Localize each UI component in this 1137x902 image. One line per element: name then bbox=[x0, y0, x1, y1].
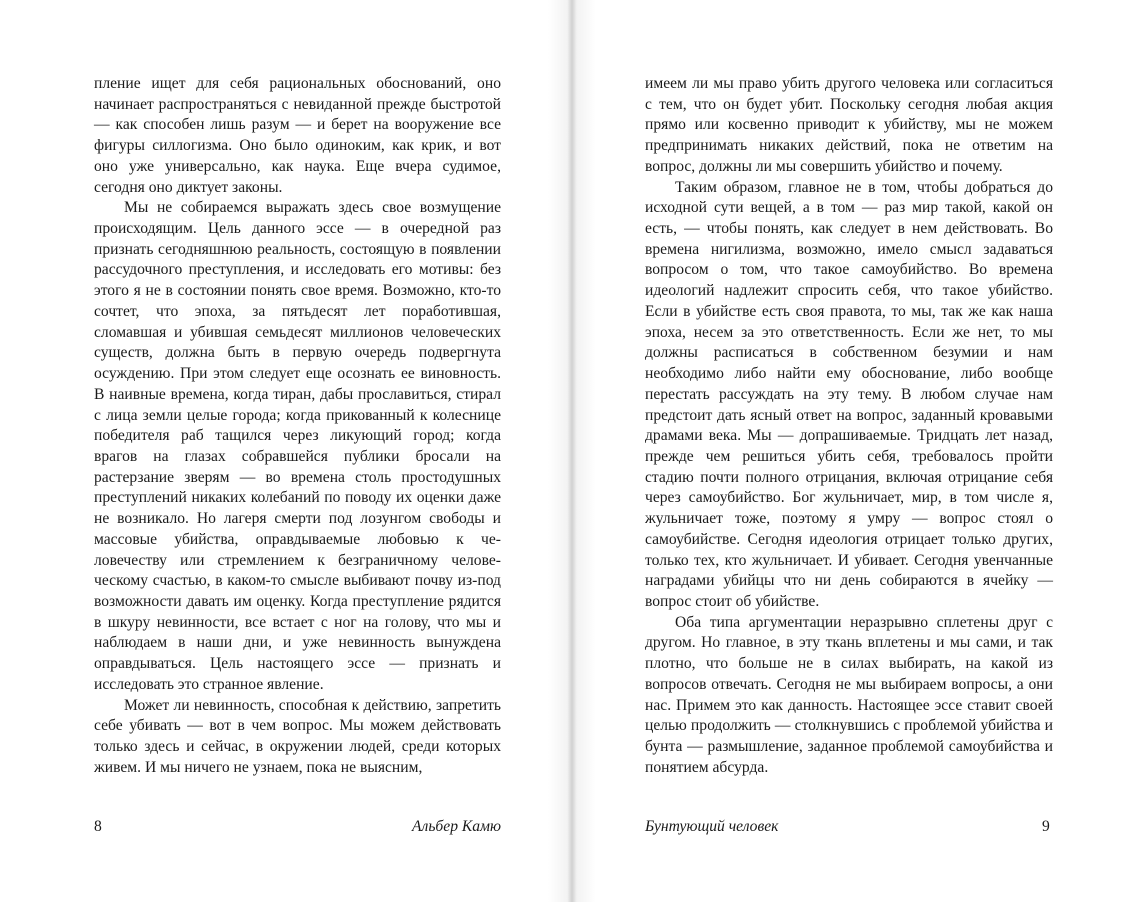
page-number-left: 8 bbox=[94, 818, 102, 835]
paragraph: Таким образом, главное не в том, чтобы добраться до исходной сути вещей, а в том — раз мир такой, какой он есть, — чтобы понять, как следует в нем действовать. Во времена нигилизма, возможно, имело смысл задаваться вопросом о том, что такое самоубийство. Во времена идеологий надлежит спросить себя, что такое убийство. Если в убийстве есть своя правота, то мы, так же как наша эпоха, несем за это ответственность. Если же нет, то мы должны расписаться в собственном безумии и нам необходимо либо найти ему обоснование, либо вообще перестать рассуждать на эту тему. В любом случае нам предстоит дать ясный ответ на вопрос, заданный кровавыми драмами века. Мы — допрашиваемые. Тридцать лет назад, прежде чем решиться убить себя, требовалось пройти стадию почти полного отрицания, включая отрицание себя через самоубийство. Бог жульничает, мир, в том числе я, жульничает тоже, поэтому я умру — вопрос стоял о самоубийстве. Сегодня идеология отрицает только других, только тех, кто жульничает. И убивает. Сегодня увенчанные наградами убийцы что ни день собираются в ячейку — вопрос стоит об убийстве. bbox=[645, 178, 1053, 610]
paragraph: Оба типа аргументации неразрывно сплетены друг с другом. Но главное, в эту ткань вплетены и мы сами, и так плотно, что больше не в силах выбирать, на какой из вопросов отвечать. Сегодня не мы выбираем вопросы, а они нас. Примем это как данность. Настоящее эссе ставит своей целью продолжить — столкнувшись с проблемой убийства и бунта — размышление, заданное проблемой самоубийства и понятием абсурда. bbox=[645, 613, 1053, 776]
page-number-right: 9 bbox=[1042, 818, 1050, 835]
running-head-author: Альбер Камю bbox=[412, 818, 501, 835]
paragraph: имеем ли мы право убить другого человека или согласиться с тем, что он будет убит. Поскольку сегодня любая акция прямо или косвенно приводит к убийству, мы не можем предпринимать никаких действий, пока не ответим на вопрос, должны ли мы совершить убийство и почему. bbox=[645, 75, 1053, 175]
running-head-title: Бунтующий человек bbox=[645, 818, 779, 835]
left-page-text bbox=[94, 74, 501, 778]
paragraph: Может ли невинность, способная к действию, запретить себе убивать — вот в чем вопрос. Мы можем действовать только здесь и сейчас, в окружении людей, среди которых живем. И мы ничего не узнаем, пока не выясним, bbox=[94, 696, 501, 776]
paragraph: Мы не собираемся выражать здесь свое возмущение происходящим. Цель данного эссе — в очередной раз признать сегодняшнюю реальность, состоящую в появлении рассудочного преступления, и исследовать его мотивы: без этого я не в состоянии понять свое время. Возможно, кто-то сочтет, что эпоха, за пятьдесят лет поработившая, сломавшая и убившая семьдесят миллионов человеческих существ, должна быть в первую очередь подвергнута осуждению. При этом следует еще осознать ее виновность. В наивные времена, когда тиран, дабы прославиться, стирал с лица земли целые города; когда прикованный к колеснице победителя раб тащился через ликующий город; когда врагов на глазах собравшейся публики бросали на растерзание зверям — во времена столь простодушных преступлений никаких колебаний по поводу их оценки даже не возникало. Но лагеря смерти под лозунгом свободы и массовые убийства, оправдываемые любовью к человечеству или стремлением к безграничному человеческому счастью, в каком-то смысле выбивают почву из-под возможности давать им оценку. Когда преступление рядится в шкуру невинности, все встает с ног на голову, что мы и наблюдаем в наши дни, и уже невинность вынуждена оправдываться. Цель настоящего эссе — признать и исследовать это странное явление. bbox=[94, 199, 501, 693]
paragraph: пление ищет для себя рациональных обоснований, оно начинает распространяться с невиданной прежде быстротой — как способен лишь разум — и берет на вооружение все фигуры силлогизма. Оно было одиноким, как крик, и вот оно уже универсально, как наука. Еще вчера судимое, сегодня оно диктует законы. bbox=[94, 75, 501, 196]
right-page bbox=[572, 0, 1137, 902]
right-page-text bbox=[645, 74, 1053, 778]
